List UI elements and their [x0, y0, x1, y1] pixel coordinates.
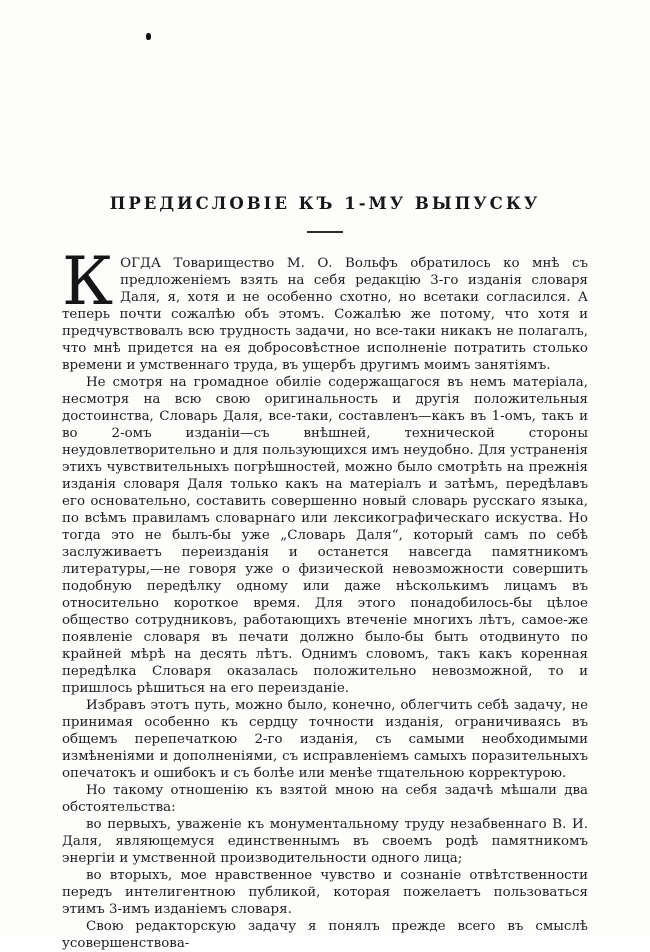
- paragraph: Избравъ этотъ путь, можно было, конечно, облегчить себѣ задачу, не принимая особенно къ сердцу точности изданія, ограничиваясь въ общемъ перепечаткою 2-го изданія, съ самыми необходимыми измѣненіями и дополненіями, съ исправленіемъ самыхъ поразительныхъ опечатокъ и ошибокъ и съ болѣе или менѣе тщательною корректурою.: [62, 698, 588, 781]
- paragraph: во первыхъ, уваженіе къ монументальному труду незабвеннаго В. И. Даля, являющемуся единственнымъ въ своемъ родѣ памятникомъ энергіи и умственной производительности одного лица;: [62, 817, 588, 866]
- paragraph: во вторыхъ, мое нравственное чувство и сознаніе отвѣтственности передъ интелигентною публикой, которая пожелаетъ пользоваться этимъ 3-имъ изданіемъ словаря.: [62, 868, 588, 917]
- page-title: ПРЕДИСЛОВІЕ КЪ 1-МУ ВЫПУСКУ: [109, 194, 541, 213]
- title-divider: [307, 231, 343, 233]
- paragraph-text: ОГДА Товарищество М. О. Вольфъ обратилось ко мнѣ съ предложеніемъ взять на себя редакцію 3-го изданія словаря Даля, я, хотя и не особенно схотно, но всетаки согласился. А теперь почти сожалѣю объ этомъ. Сожалѣю же потому, что хотя и предчувствовалъ всю трудность задачи, но все-таки никакъ не полагалъ, что мнѣ придется на ея добросовѣстное исполненіе потратить столько времени и умственнаго труда, въ ущербъ другимъ моимъ занятіямъ.: [62, 256, 588, 373]
- drop-cap-letter: К: [62, 243, 114, 320]
- paragraph: Но такому отношенію къ взятой мною на себя задачѣ мѣшали два обстоятельства:: [62, 783, 588, 815]
- ink-speck: [146, 33, 151, 40]
- paragraph: Не смотря на громадное обиліе содержащагося въ немъ матеріала, несмотря на всю свою оригинальность и другія положительныя достоинства, Словарь Даля, все-таки, составленъ—какъ въ 1-омъ, такъ и во 2-омъ изданіи—съ внѣшней, технической стороны неудовлетворительно и для пользующихся имъ неудобно. Для устраненія этихъ чувствительныхъ погрѣшностей, можно было смотрѣть на прежнія изданія словаря Даля только какъ на матеріалъ и затѣмъ, передѣлавъ его основательно, составить совершенно новый словарь русскаго языка, по всѣмъ правиламъ словарнаго или лексикографическаго искуства. Но тогда это не былъ-бы уже „Словарь Даля“, который самъ по себѣ заслуживаетъ переизданія и останется навсегда памятникомъ литературы,—не говоря уже о физической невозможности совершить подобную передѣлку одному или даже нѣсколькимъ лицамъ въ относительно короткое время. Для этого понадобилось-бы цѣлое общество сотрудниковъ, работающихъ втеченіе многихъ лѣтъ, самое-же появленіе словаря въ печати должно было-бы быть отодвинуто по крайней мѣрѣ на десять лѣтъ. Однимъ словомъ, такъ какъ коренная передѣлка Словаря оказалась положительно невозможной, то и пришлось рѣшиться на его переизданіе.: [62, 375, 588, 696]
- paragraph: [62, 243, 588, 374]
- paragraph: Свою редакторскую задачу я понялъ прежде всего въ смыслѣ усовершенствова-: [62, 919, 588, 951]
- body-text: [62, 243, 588, 952]
